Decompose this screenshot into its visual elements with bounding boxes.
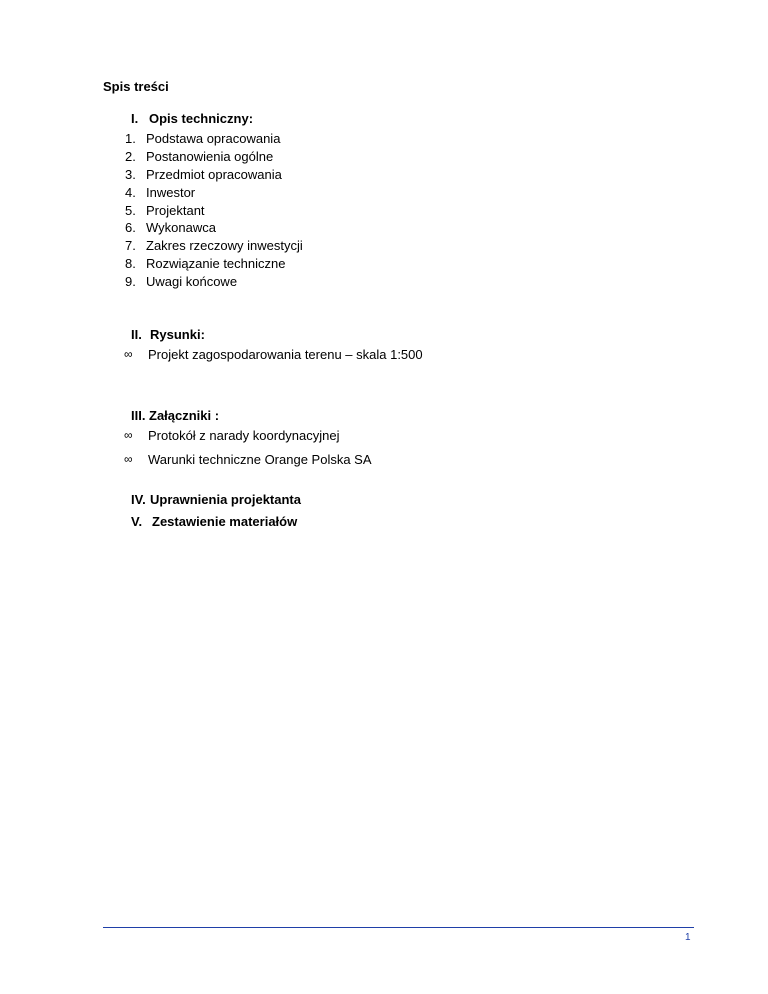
document-title: Spis treści <box>103 79 169 94</box>
toc-item-number: 3. <box>125 166 136 182</box>
footer-rule <box>103 927 694 928</box>
bullet-item-label: Protokół z narady koordynacyjnej <box>148 428 340 443</box>
toc-item-label: Rozwiązanie techniczne <box>146 256 286 272</box>
section-title: Rysunki: <box>150 327 205 342</box>
toc-item-number: 6. <box>125 220 136 236</box>
toc-item-number: 4. <box>125 184 136 200</box>
toc-item-number: 7. <box>125 238 136 254</box>
toc-item-label: Uwagi końcowe <box>146 274 238 290</box>
section-number: III. <box>131 408 146 423</box>
toc-item <box>125 237 303 255</box>
section-title: Opis techniczny: <box>149 111 254 126</box>
toc-item-number: 2. <box>125 148 136 164</box>
toc-item <box>125 166 303 184</box>
toc-item <box>125 148 303 166</box>
page-number: 1 <box>685 932 691 943</box>
section-title: Załączniki : <box>149 408 220 423</box>
toc-item-number: 5. <box>125 202 136 218</box>
infinity-bullet-icon: ∞ <box>124 452 133 466</box>
section-title: Uprawnienia projektanta <box>150 492 301 507</box>
toc-item <box>125 273 303 291</box>
bullet-item-label: Warunki techniczne Orange Polska SA <box>148 452 372 467</box>
toc-item-label: Podstawa opracowania <box>146 131 281 146</box>
toc-item-number: 9. <box>125 274 136 290</box>
section-number: V. <box>131 514 143 529</box>
toc-item-label: Inwestor <box>146 184 196 200</box>
toc-item-label: Projektant <box>146 202 205 218</box>
toc-item-label: Przedmiot opracowania <box>146 166 282 182</box>
section-heading-uprawnienia <box>131 492 301 507</box>
bullet-item <box>124 452 372 467</box>
section-number: I. <box>131 111 139 126</box>
section-number: II. <box>131 327 142 342</box>
section-number: IV. <box>131 492 146 507</box>
toc-item <box>125 184 303 202</box>
bullet-item-label: Projekt zagospodarowania terenu – skala 1:500 <box>148 347 423 362</box>
toc-item <box>125 219 303 237</box>
bullet-item <box>124 428 340 443</box>
bullet-item <box>124 347 423 362</box>
toc-item-label: Zakres rzeczowy inwestycji <box>146 238 303 254</box>
toc-item-number: 1. <box>125 131 136 146</box>
section-heading-rysunki <box>131 327 205 342</box>
section-heading-opis-techniczny <box>131 111 253 126</box>
section-heading-zestawienie <box>131 514 297 529</box>
toc-item <box>125 202 303 220</box>
toc-item-number: 8. <box>125 256 136 272</box>
toc-item-label: Postanowienia ogólne <box>146 148 274 164</box>
infinity-bullet-icon: ∞ <box>124 347 133 361</box>
toc-list-opis-techniczny <box>125 130 303 291</box>
toc-item <box>125 130 303 148</box>
section-title: Zestawienie materiałów <box>152 514 298 529</box>
infinity-bullet-icon: ∞ <box>124 428 133 442</box>
section-heading-zalaczniki <box>131 408 219 423</box>
toc-item <box>125 255 303 273</box>
toc-item-label: Wykonawca <box>146 220 216 236</box>
